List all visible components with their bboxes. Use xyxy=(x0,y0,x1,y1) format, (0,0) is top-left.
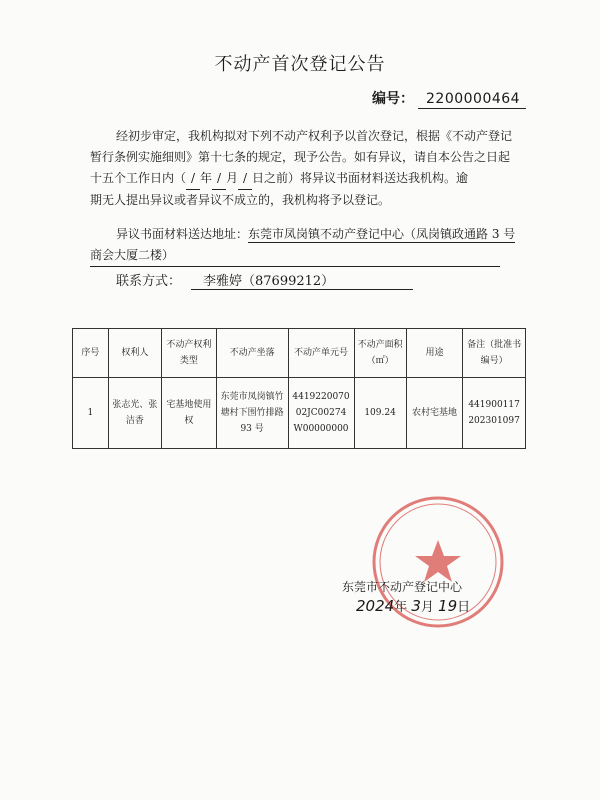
address-value-cont: 商会大厦二楼） xyxy=(90,245,500,267)
contact-info xyxy=(116,270,413,290)
date-day: 19 xyxy=(438,597,458,615)
body-text: 十五个工作日内（ xyxy=(90,171,187,185)
col-header: 权利人 xyxy=(108,329,161,378)
col-header: 备注（批准书编号） xyxy=(463,329,526,378)
table-cell: 东莞市凤岗镇竹塘村下围竹排路 93 号 xyxy=(216,378,288,449)
table-cell: 109.24 xyxy=(354,378,406,449)
contact-label: 联系方式： xyxy=(116,274,182,289)
table-cell: 441922007002JC00274W00000000 xyxy=(288,378,354,449)
date-year-suffix: 年 xyxy=(394,600,408,615)
col-header: 不动产面积（㎡） xyxy=(354,329,406,378)
body-line-1: 经初步审定，我机构拟对下列不动产权利予以首次登记，根据《不动产登记 xyxy=(116,129,513,143)
body-line-3 xyxy=(90,168,530,190)
body-line-2: 暂行条例实施细则》第十七条的规定，现予公告。如有异议，请自本公告之日起 xyxy=(90,150,511,164)
signatory: 东莞市不动产登记中心 xyxy=(342,580,463,594)
number-label: 编号： xyxy=(372,91,414,107)
table-row xyxy=(73,378,526,449)
col-header: 用途 xyxy=(406,329,463,378)
col-header: 不动产坐落 xyxy=(216,329,288,378)
body-line-4: 期无人提出异议或者异议不成立的，我机构将予以登记。 xyxy=(90,193,391,207)
body-text: 年 xyxy=(200,171,213,185)
objection-address xyxy=(90,224,530,267)
table-cell: 441900117202301097 xyxy=(463,378,526,449)
col-header: 不动产权利类型 xyxy=(162,329,217,378)
address-label: 异议书面材料送达地址： xyxy=(116,227,249,241)
table-cell: 张志光、张洁香 xyxy=(108,378,161,449)
number-value: 2200000464 xyxy=(418,91,526,109)
col-header: 序号 xyxy=(73,329,109,378)
seal-star-icon xyxy=(415,540,461,582)
blank-month: / xyxy=(212,168,226,190)
table-cell: 农村宅基地 xyxy=(406,378,463,449)
document-number xyxy=(372,88,526,109)
blank-year: / xyxy=(186,168,200,190)
page-title: 不动产首次登记公告 xyxy=(214,54,386,75)
date-month-suffix: 月 xyxy=(420,600,434,615)
body-text: 日之前）将异议书面材料送达我机构。逾 xyxy=(252,171,469,185)
body-text: 月 xyxy=(226,171,239,185)
col-header: 不动产单元号 xyxy=(288,329,354,378)
date-month: 3 xyxy=(411,597,421,615)
date-day-suffix: 日 xyxy=(457,600,471,615)
signature-date xyxy=(356,596,470,615)
announcement-body xyxy=(90,126,530,211)
address-value: 东莞市凤岗镇不动产登记中心（凤岗镇政通路 3 号 xyxy=(248,227,516,241)
table-cell: 宅基地使用权 xyxy=(162,378,217,449)
date-year: 2024 xyxy=(356,597,395,615)
registration-table xyxy=(72,328,526,449)
table-header-row xyxy=(73,329,526,378)
contact-value: 李雅婷（87699212） xyxy=(191,270,413,290)
blank-day: / xyxy=(238,168,252,190)
table-cell: 1 xyxy=(73,378,109,449)
